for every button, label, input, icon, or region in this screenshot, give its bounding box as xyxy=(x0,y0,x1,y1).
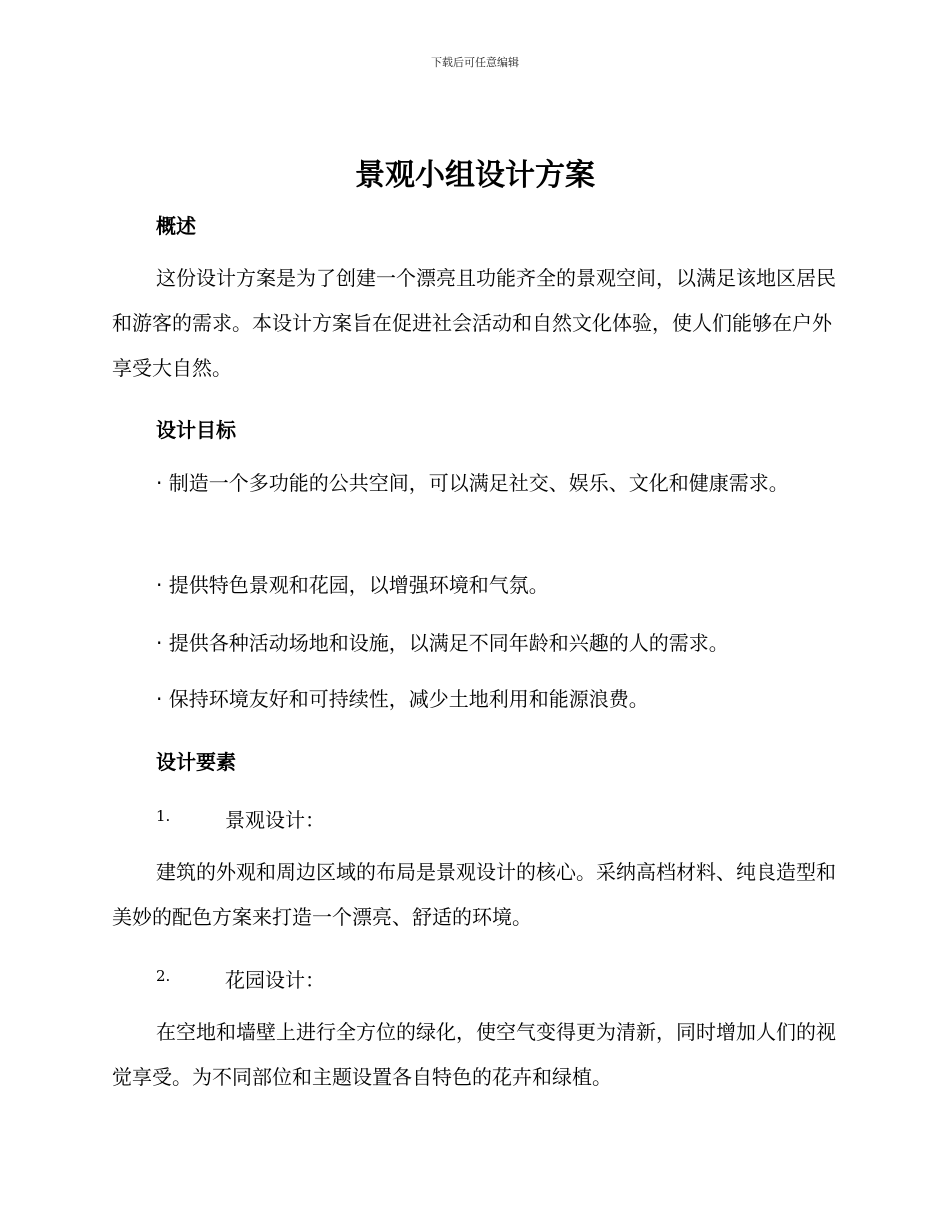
heading-elements: 设计要素 xyxy=(156,750,236,774)
element-item-2-label: 花园设计： xyxy=(225,968,325,992)
element-item-1-number: 1. xyxy=(156,807,171,825)
heading-overview: 概述 xyxy=(156,214,196,238)
element-item-1-paragraph: 建筑的外观和周边区域的布局是景观设计的核心。采纳高档材料、纯良造型和美妙的配色方案来打造一个漂亮、舒适的环境。 xyxy=(112,860,836,929)
heading-goals: 设计目标 xyxy=(156,418,236,442)
header-note: 下载后可任意编辑 xyxy=(431,56,519,69)
goal-item-3: · 提供各种活动场地和设施，以满足不同年龄和兴趣的人的需求。 xyxy=(156,631,729,655)
goal-item-2: · 提供特色景观和花园，以增强环境和气氛。 xyxy=(156,573,549,597)
element-item-2-number: 2. xyxy=(156,967,171,985)
element-item-1-label: 景观设计： xyxy=(225,808,325,832)
element-item-1-title xyxy=(156,804,556,834)
overview-paragraph: 这份设计方案是为了创建一个漂亮且功能齐全的景观空间，以满足该地区居民和游客的需求。本设计方案旨在促进社会活动和自然文化体验，使人们能够在户外享受大自然。 xyxy=(112,266,836,380)
element-item-2-paragraph: 在空地和墙壁上进行全方位的绿化，使空气变得更为清新，同时增加人们的视觉享受。为不同部位和主题设置各自特色的花卉和绿植。 xyxy=(112,1020,836,1089)
element-item-2-title xyxy=(156,964,556,994)
goal-item-4: · 保持环境友好和可持续性，减少土地利用和能源浪费。 xyxy=(156,687,649,711)
goal-item-1: · 制造一个多功能的公共空间，可以满足社交、娱乐、文化和健康需求。 xyxy=(156,471,789,495)
document-title: 景观小组设计方案 xyxy=(355,158,595,193)
